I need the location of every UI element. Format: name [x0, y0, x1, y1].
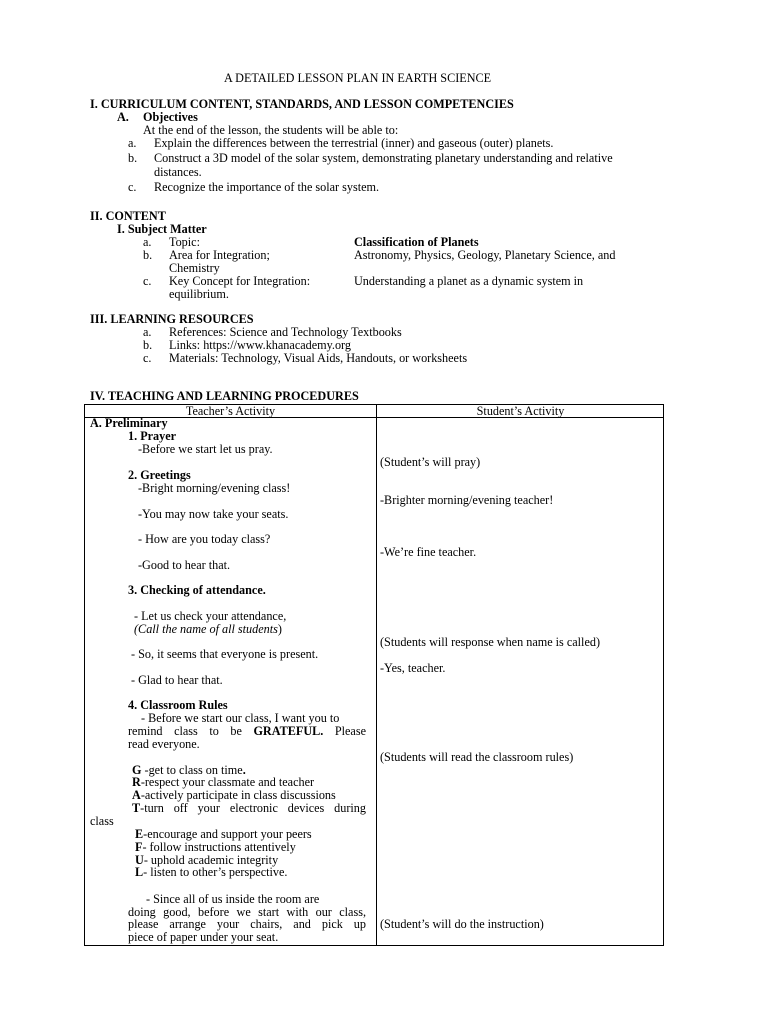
objectives-marker: A.: [117, 110, 129, 124]
rule-text: -respect your classmate and teacher: [140, 775, 315, 789]
greetings-teacher-2: -You may now take your seats.: [138, 507, 289, 521]
rule-letter: L: [135, 865, 144, 879]
content-label: Topic:: [169, 235, 200, 249]
resource-marker: c.: [143, 351, 152, 365]
rule-text: -encourage and support your peers: [143, 827, 312, 841]
rule-wrap: class: [90, 814, 114, 828]
rule-text: -actively participate in class discussions: [140, 788, 336, 802]
objective-marker: a.: [128, 136, 137, 150]
rules-intro-line-1: - Before we start our class, I want you to: [141, 711, 340, 725]
attendance-student-2: -Yes, teacher.: [380, 661, 446, 675]
resource-text: Links: https://www.khanacademy.org: [169, 338, 351, 352]
rules-closing-student: (Student’s will do the instruction): [380, 917, 544, 931]
rule-item: [135, 866, 287, 879]
content-marker: b.: [143, 248, 153, 262]
rule-letter: F: [135, 840, 143, 854]
content-label: Area for Integration;: [169, 248, 270, 262]
rules-grateful-word: GRATEFUL.: [253, 724, 324, 738]
content-label-continued: equilibrium.: [169, 287, 229, 301]
prayer-teacher: -Before we start let us pray.: [138, 442, 273, 456]
rule-text: - uphold academic integrity: [143, 853, 279, 867]
rule-letter: A: [132, 788, 141, 802]
rule-letter: U: [135, 853, 144, 867]
rule-text: -turn off your electronic devices during: [140, 801, 366, 815]
greetings-teacher-3: - How are you today class?: [138, 532, 271, 546]
objectives-intro: At the end of the lesson, the students will be able to:: [143, 123, 399, 137]
teacher-activity-header: Teacher’s Activity: [185, 404, 276, 418]
attendance-student-1: (Students will response when name is called): [380, 635, 600, 649]
greetings-teacher-1: -Bright morning/evening class!: [138, 481, 291, 495]
rule-letter: T: [132, 801, 141, 815]
resource-text: Materials: Technology, Visual Aids, Handouts, or worksheets: [169, 351, 468, 365]
attendance-note-paren: ): [277, 622, 282, 636]
rules-closing-line-2: doing good, before we start with our class,: [128, 905, 366, 919]
attendance-teacher-1-note: [134, 623, 282, 636]
section-1-heading: I. CURRICULUM CONTENT, STANDARDS, AND LESSON COMPETENCIES: [90, 97, 514, 111]
rules-closing-line-3: please arrange your chairs, and pick up: [128, 917, 366, 931]
objective-text: Construct a 3D model of the solar system, demonstrating planetary understanding and relative: [154, 151, 613, 165]
content-value: Understanding a planet as a dynamic system in: [354, 274, 584, 288]
rule-letter: E: [135, 827, 144, 841]
content-value: Astronomy, Physics, Geology, Planetary Science, and: [354, 248, 616, 262]
objective-marker: b.: [128, 151, 138, 165]
prayer-heading: 1. Prayer: [128, 429, 177, 443]
rules-closing-line-1: - Since all of us inside the room are: [146, 892, 320, 906]
greetings-heading: 2. Greetings: [128, 468, 191, 482]
greetings-student-3: -We’re fine teacher.: [380, 545, 477, 559]
rule-letter: R: [132, 775, 141, 789]
resource-marker: a.: [143, 325, 152, 339]
rule-text: - listen to other’s perspective.: [143, 865, 288, 879]
content-marker: c.: [143, 274, 152, 288]
rules-intro-please: Please: [334, 724, 366, 738]
rule-letter: G: [132, 763, 142, 777]
section-4-heading: IV. TEACHING AND LEARNING PROCEDURES: [90, 389, 359, 403]
rule-end: .: [242, 763, 246, 777]
objectives-heading: Objectives: [143, 110, 198, 124]
attendance-teacher-2: - So, it seems that everyone is present.: [131, 647, 319, 661]
greetings-teacher-4: -Good to hear that.: [138, 558, 231, 572]
rule-item: [132, 802, 366, 815]
content-marker: a.: [143, 235, 152, 249]
rule-text: -get to class on time: [144, 763, 243, 777]
preliminary-heading: A. Preliminary: [90, 416, 168, 430]
content-label: Key Concept for Integration:: [169, 274, 311, 288]
content-value: Classification of Planets: [354, 235, 479, 249]
section-3-heading: III. LEARNING RESOURCES: [90, 312, 254, 326]
attendance-teacher-3: - Glad to hear that.: [131, 673, 223, 687]
objective-text: Recognize the importance of the solar system.: [154, 180, 380, 194]
resource-marker: b.: [143, 338, 153, 352]
prayer-student: (Student’s will pray): [380, 455, 481, 469]
greetings-student-1: -Brighter morning/evening teacher!: [380, 493, 554, 507]
rule-text: - follow instructions attentively: [142, 840, 296, 854]
subject-matter-heading: I. Subject Matter: [117, 222, 207, 236]
rules-closing-line-4: piece of paper under your seat.: [128, 930, 279, 944]
objective-marker: c.: [128, 180, 137, 194]
rules-intro-line-3: read everyone.: [128, 737, 200, 751]
student-activity-header: Student’s Activity: [476, 404, 565, 418]
objective-text: Explain the differences between the terrestrial (inner) and gaseous (outer) planets.: [154, 136, 554, 150]
attendance-teacher-1: - Let us check your attendance,: [134, 609, 287, 623]
attendance-heading: 3. Checking of attendance.: [128, 583, 266, 597]
section-2-heading: II. CONTENT: [90, 209, 166, 223]
document-title: A DETAILED LESSON PLAN IN EARTH SCIENCE: [224, 71, 492, 85]
rules-student: (Students will read the classroom rules): [380, 750, 574, 764]
rules-intro-text: remind class to be: [128, 724, 242, 738]
objective-text-continued: distances.: [154, 165, 202, 179]
content-label-continued: Chemistry: [169, 261, 220, 275]
rules-heading: 4. Classroom Rules: [128, 698, 228, 712]
table-column-divider: [376, 405, 377, 945]
resource-text: References: Science and Technology Textbooks: [169, 325, 402, 339]
attendance-note-italic: (Call the name of all students: [134, 622, 278, 636]
